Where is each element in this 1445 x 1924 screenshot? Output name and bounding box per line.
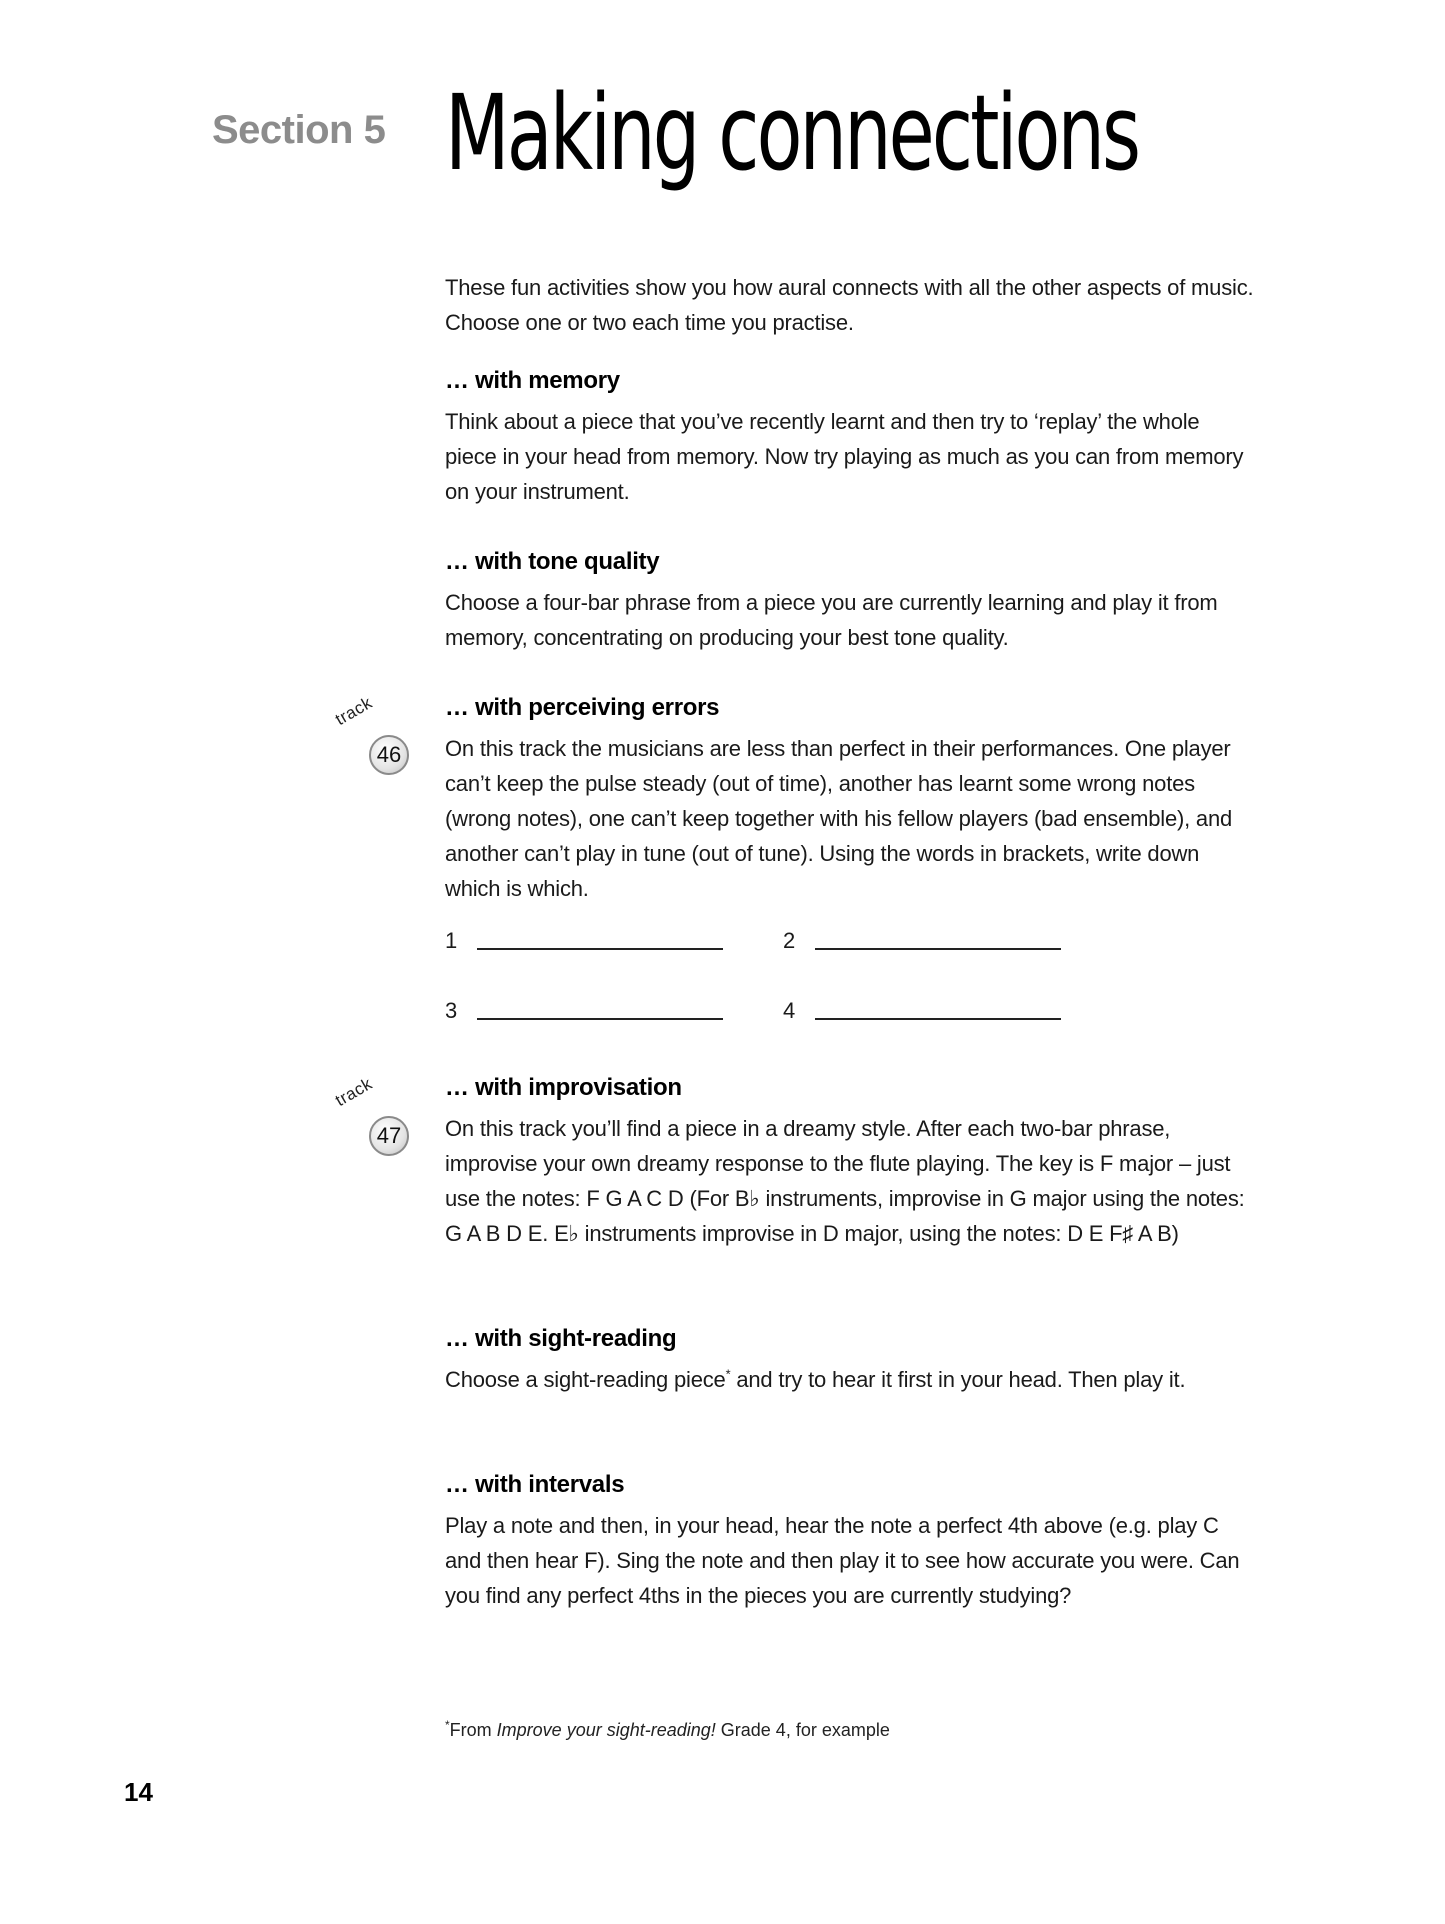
footnote bbox=[445, 1718, 890, 1741]
section-body-text: and try to hear it first in your head. Then play it. bbox=[730, 1367, 1186, 1392]
footnote-marker: * bbox=[445, 1718, 450, 1732]
answer-blank-line[interactable] bbox=[815, 1004, 1061, 1020]
page-title: Making connections bbox=[445, 72, 1139, 194]
answer-3[interactable] bbox=[445, 998, 723, 1024]
page-number: 14 bbox=[124, 1777, 153, 1807]
section-body: Choose a four-bar phrase from a piece you are currently learning and play it from memory, concentrating on producing your best tone quality. bbox=[445, 590, 1218, 650]
section-heading: … with sight-reading bbox=[445, 1325, 677, 1352]
track-label: track bbox=[332, 693, 376, 730]
section-intervals bbox=[445, 1470, 1255, 1613]
section-heading: … with memory bbox=[445, 367, 620, 394]
answer-blank-line[interactable] bbox=[477, 934, 723, 950]
cd-disc-icon bbox=[369, 1116, 409, 1156]
section-heading: … with perceiving errors bbox=[445, 694, 720, 721]
answer-number: 2 bbox=[783, 928, 796, 953]
track-number: 47 bbox=[376, 1123, 402, 1148]
answer-number: 3 bbox=[445, 998, 458, 1023]
track-47-badge bbox=[332, 1074, 406, 1163]
section-body-text: Choose a sight-reading piece bbox=[445, 1367, 726, 1392]
answer-1[interactable] bbox=[445, 928, 723, 954]
section-tone-quality bbox=[445, 547, 1255, 655]
intro-text: These fun activities show you how aural connects with all the other aspects of music. Choose one or two each time you practise. bbox=[445, 275, 1254, 335]
section-body bbox=[445, 1362, 1255, 1397]
section-heading: … with intervals bbox=[445, 1471, 625, 1498]
section-improvisation bbox=[445, 1073, 1255, 1251]
answer-4[interactable] bbox=[783, 998, 1061, 1024]
section-heading: … with tone quality bbox=[445, 548, 660, 575]
section-body: Play a note and then, in your head, hear the note a perfect 4th above (e.g. play C and then hear F). Sing the note and then play it to see how accurate you were. Can you find any perfect 4ths in the pieces you are currently studying? bbox=[445, 1513, 1240, 1608]
footnote-book-title: Improve your sight-reading! bbox=[496, 1720, 716, 1740]
footnote-marker: * bbox=[725, 1366, 731, 1382]
answer-number: 4 bbox=[783, 998, 796, 1023]
track-label: track bbox=[332, 1074, 376, 1111]
cd-disc-icon bbox=[369, 735, 409, 775]
section-memory bbox=[445, 366, 1255, 509]
section-heading: … with improvisation bbox=[445, 1074, 682, 1101]
track-46-badge bbox=[332, 693, 406, 782]
track-number: 46 bbox=[376, 742, 402, 767]
section-sight-reading bbox=[445, 1324, 1255, 1397]
footnote-suffix: Grade 4, for example bbox=[715, 1720, 890, 1740]
answer-blank-line[interactable] bbox=[815, 934, 1061, 950]
answer-number: 1 bbox=[445, 928, 458, 953]
answer-blank-line[interactable] bbox=[477, 1004, 723, 1020]
intro-block bbox=[445, 270, 1255, 340]
section-body: On this track the musicians are less than perfect in their performances. One player can’t keep the pulse steady (out of time), another has learnt some wrong notes (wrong notes), one can’t keep together with his fellow players (bad ensemble), and another can’t play in tune (out of tune). Using the words in brackets, write down which is which. bbox=[445, 736, 1233, 901]
section-body: Think about a piece that you’ve recently learnt and then try to ‘replay’ the whole piece in your head from memory. Now try playing as much as you can from memory on your instrument. bbox=[445, 409, 1244, 504]
footnote-prefix: From bbox=[449, 1720, 497, 1740]
answer-2[interactable] bbox=[783, 928, 1061, 954]
section-body: On this track you’ll find a piece in a dreamy style. After each two-bar phrase, improvise your own dreamy response to the flute playing. The key is F major – just use the notes: F G A C D (For B♭ instruments, improvise in G major using the notes: G A B D E. E♭ instruments improvise in D major, using the notes: D E F♯ A B) bbox=[445, 1116, 1245, 1246]
section-perceiving-errors bbox=[445, 693, 1255, 906]
section-label: Section 5 bbox=[212, 108, 386, 152]
